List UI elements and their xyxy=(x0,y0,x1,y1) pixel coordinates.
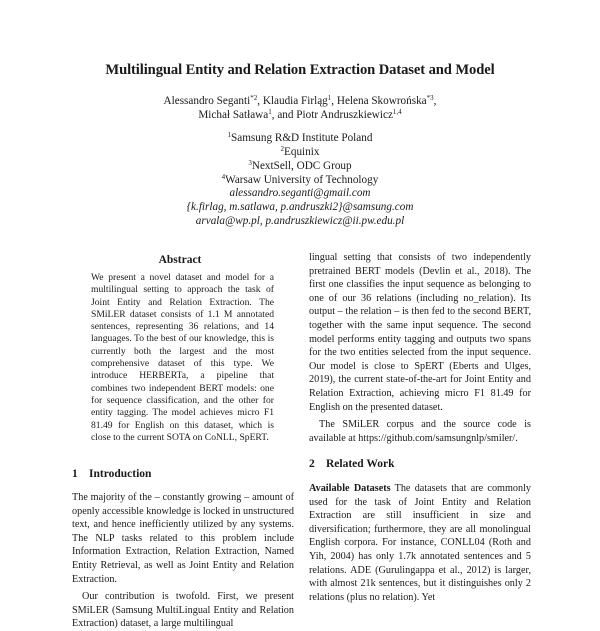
abstract-text: We present a novel dataset and model for a multilingual setting to approach the task of Joint Entity and Relation Extraction. The SMiLER dataset consists of 1.1 M annotated sentences, representing 36 relations, and 14 languages. To the best of our knowledge, this is currently both the largest and the most comprehensive dataset of this type. We introduce HERBERTa, a pipeline that combines two independent BERT models: one for sequence classification, and the other for entity tagging. The model achieves micro F1 81.49 for English on this dataset, which is close to the current SOTA on CoNLL, SpERT. xyxy=(91,272,274,443)
affiliation: $^1$Samsung R&D Institute Poland xyxy=(227,131,373,144)
author-sup: 1,4 xyxy=(392,108,402,116)
affiliation: $^3$NextSell, ODC Group xyxy=(248,159,352,172)
author-name: Piotr Andruszkiewicz xyxy=(296,109,393,121)
introduction-heading: 1 Introduction xyxy=(72,468,152,480)
author-name: Helena Skowrońska xyxy=(336,95,427,107)
affiliation: $^4$Warsaw University of Technology xyxy=(221,173,379,186)
paragraph: The SMiLER corpus and the source code is available at https://github.com/samsungnlp/smiler/. xyxy=(309,419,531,444)
paragraph: lingual setting that consists of two independently pretrained BERT models (Devlin et al., 2018). The first one classifies the input sequence as belonging to one of our 36 relations (including no_relation). Its output – the relation – is then fed to the second BERT, together with the same input sequence. The second model performs entity tagging and outputs two spans for the two entities selected from the input sequence. Our model is close to SpERT (Eberts and Ulges, 2019), the current state-of-the-art for Joint Entity and Relation Extraction, achieving micro F1 81.49 for English on the presented dataset. xyxy=(309,252,531,413)
affiliation: $^2$Equinix xyxy=(280,145,320,158)
author-sup: 1 xyxy=(268,108,272,116)
author-name: Alessandro Seganti xyxy=(163,95,251,107)
related-work-body xyxy=(309,482,531,604)
email: alessandro.seganti@gmail.com xyxy=(229,187,371,199)
right-column-body xyxy=(309,251,531,445)
author-sup: 1 xyxy=(327,94,332,102)
paper-title: Multilingual Entity and Relation Extraction Dataset and Model xyxy=(105,62,495,78)
email: {k.firlag, m.satlawa, p.andruszki2}@samsung.com xyxy=(186,201,414,213)
paragraph-lead: Available Datasets xyxy=(309,483,391,494)
email: arvala@wp.pl, p.andruszkiewicz@ii.pw.edu.pl xyxy=(195,215,405,227)
introduction-body xyxy=(72,491,294,631)
author-line-1: Alessandro Seganti$^{*2}$, Klaudia Firląg$^1$, Helena Skowrońska$^{*3}$, xyxy=(163,94,437,107)
author-sup: *3 xyxy=(426,94,434,102)
paragraph: The datasets that are commonly used for the task of Joint Entity and Relation Extraction are still insufficient in size and diversification; furthermore, they are all monolingual English corpora. For instance, CONLL04 (Roth and Yih, 2004) has only 1.7k annotated sentences and 5 relations. ADE (Gurulingappa et al., 2012) is larger, with almost 21k sentences, but it distinguishes only 2 relations (plus no relation). Yet xyxy=(309,483,532,603)
author-name: Michał Satława xyxy=(198,109,269,121)
paragraph: Our contribution is twofold. First, we present SMiLER (Samsung MultiLingual Entity and Relation Extraction) dataset, a large multilingual xyxy=(72,591,294,630)
abstract-heading: Abstract xyxy=(158,254,202,266)
author-line-2: Michał Satława$^1$, and Piotr Andruszkiewicz$^{1,4}$ xyxy=(198,108,402,121)
paragraph: The majority of the – constantly growing – amount of openly accessible knowledge is locked in unstructured text, and hence inefficiently utilized by any systems. The NLP tasks related to this problem include Information Extraction, Relation Extraction, Named Entity Retrieval, as well as Joint Entity and Relation Extraction. xyxy=(72,492,294,585)
author-sup: *2 xyxy=(250,94,258,102)
author-name: Klaudia Firląg xyxy=(262,95,328,107)
related-work-heading: 2 Related Work xyxy=(309,458,395,470)
